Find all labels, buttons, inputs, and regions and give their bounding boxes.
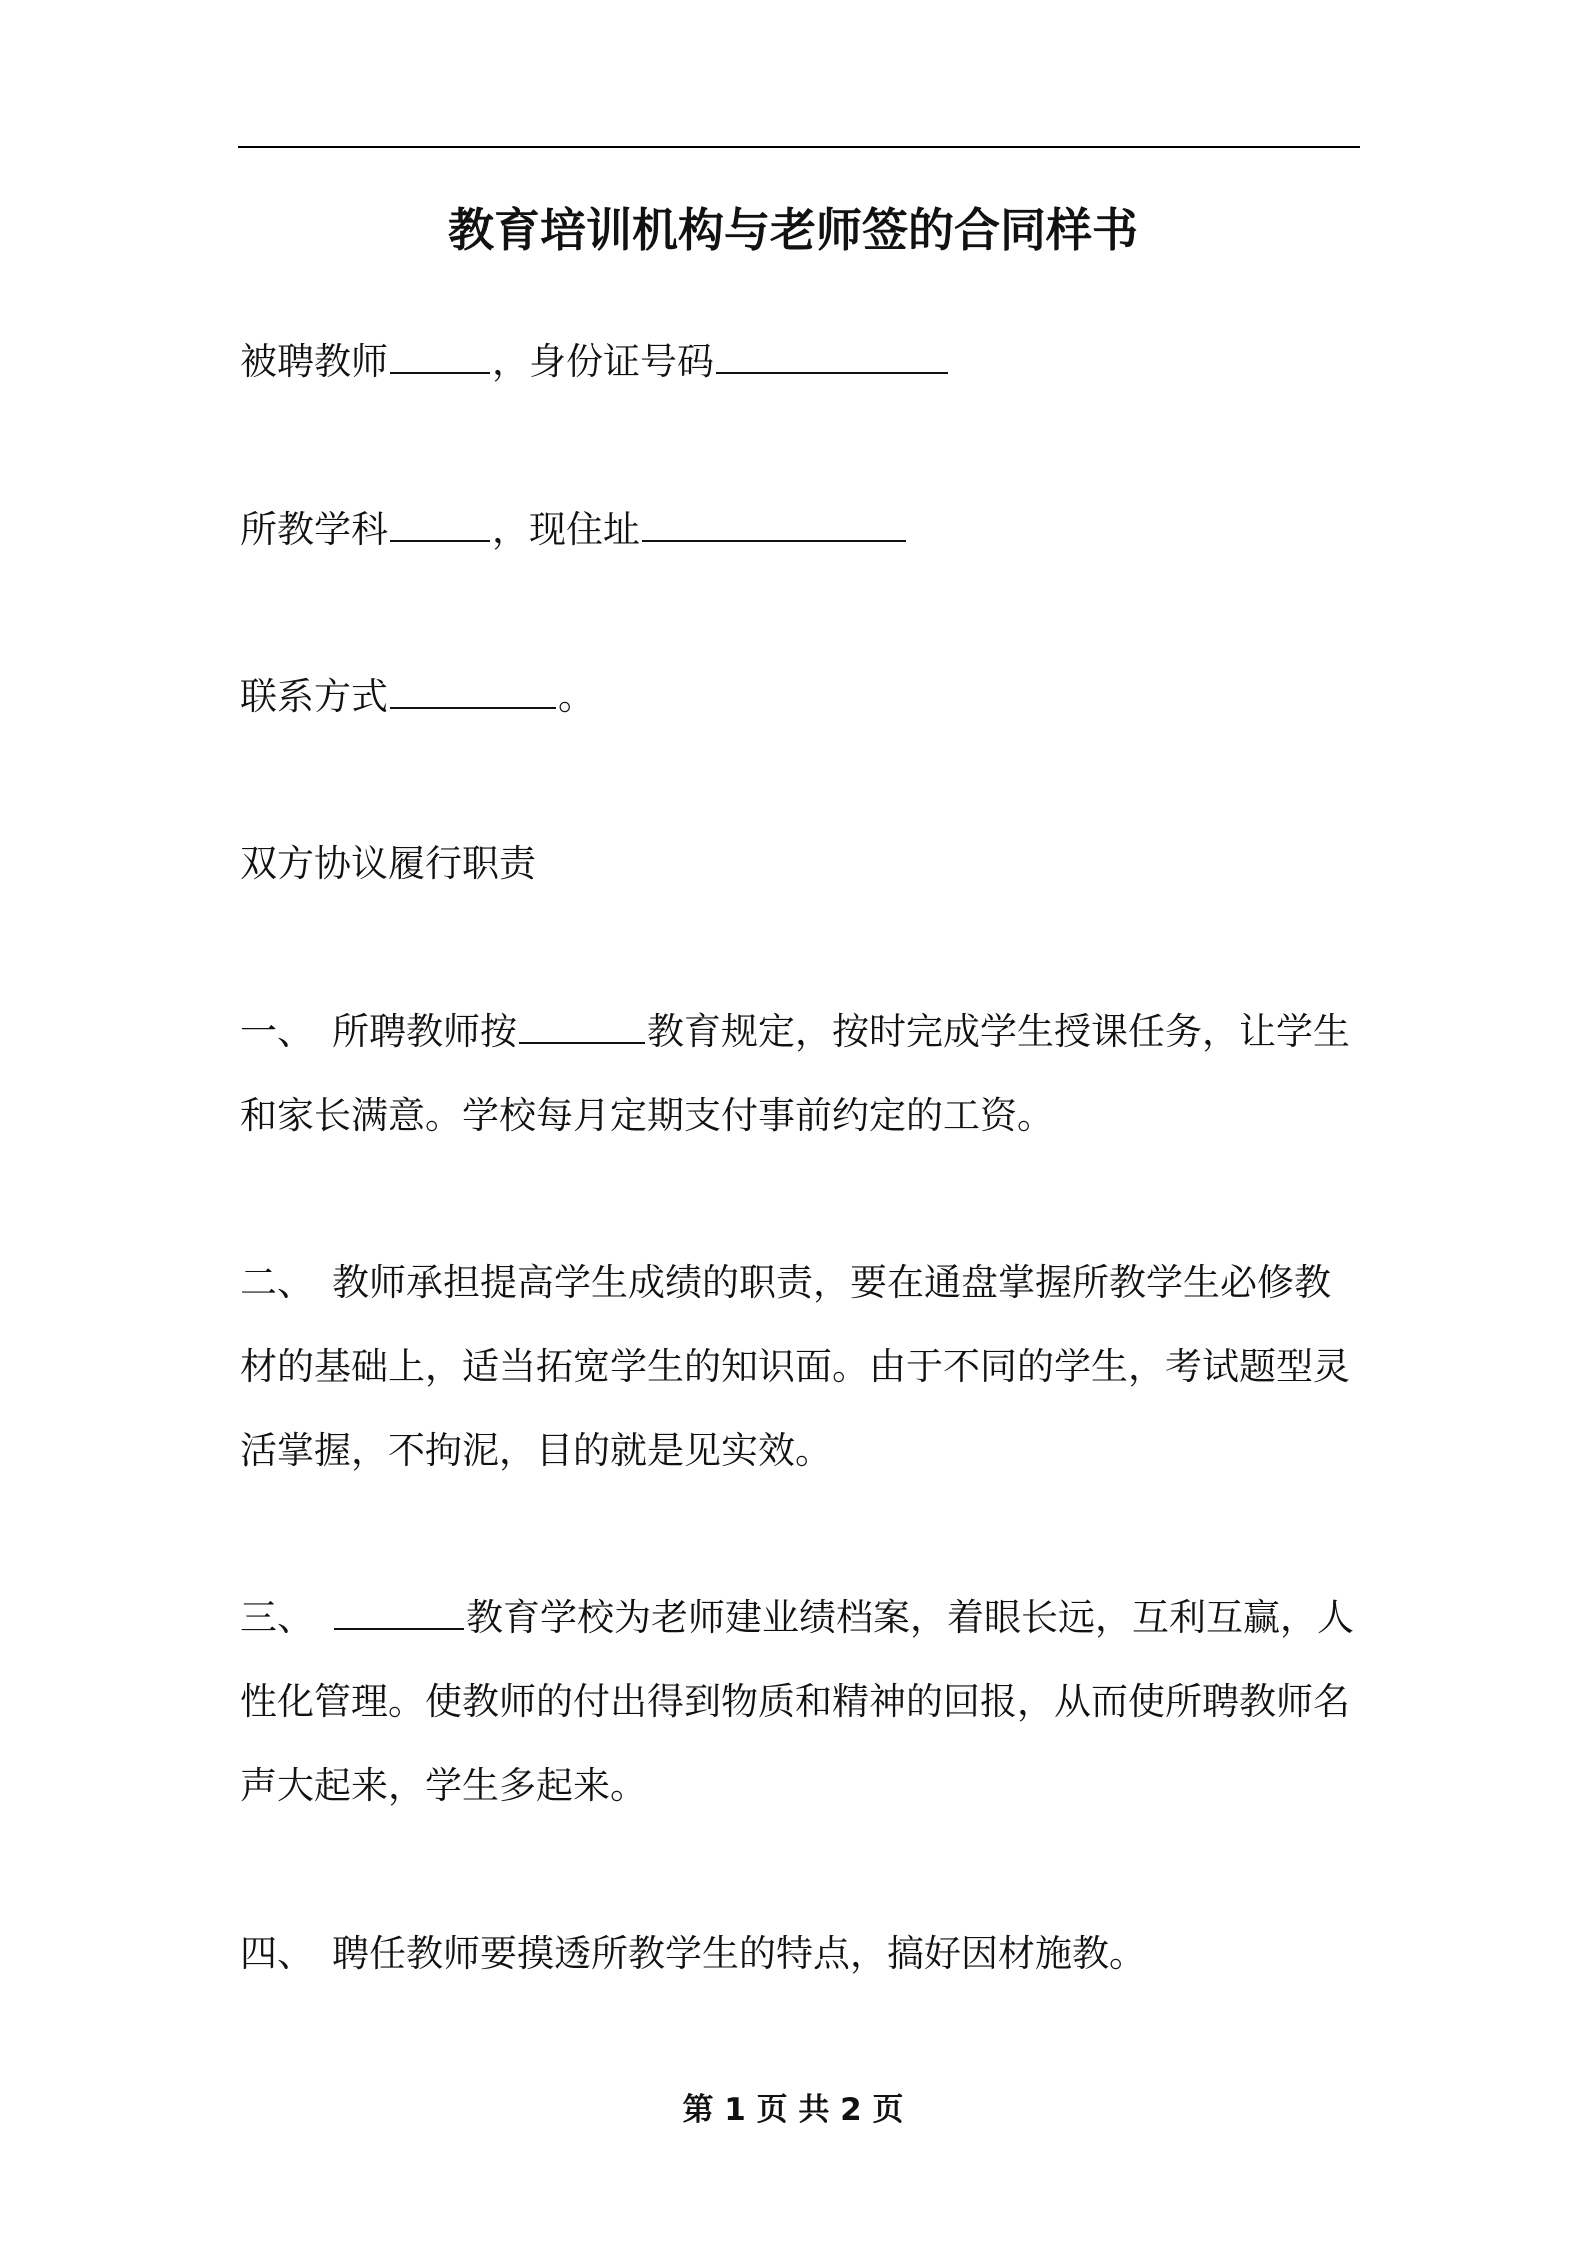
contact-label: 联系方式 <box>240 675 388 718</box>
section-heading: 双方协议履行职责 <box>240 842 536 885</box>
clause-number: 二、 <box>240 1261 314 1304</box>
clause-1 <box>240 990 1356 1158</box>
clause-text: 教育规定，按时完成学生授课任务，让学生和家长满意。学校每月定期支付事前约定的工资。 <box>240 1010 1350 1137</box>
clause-number: 一、 <box>240 1010 314 1053</box>
teacher-name-blank[interactable] <box>390 337 490 374</box>
subject-blank[interactable] <box>390 505 490 542</box>
clause-4 <box>240 1912 1356 1996</box>
address-blank[interactable] <box>642 505 906 542</box>
clause-lead: 所聘教师按 <box>332 1010 517 1053</box>
clause-1-blank[interactable] <box>519 1007 645 1044</box>
subject-address-line <box>240 488 1356 572</box>
document-title: 教育培训机构与老师签的合同样书 <box>448 203 1138 257</box>
teacher-id-line <box>240 320 1356 404</box>
id-number-blank[interactable] <box>716 337 948 374</box>
id-label: ，身份证号码 <box>492 340 714 383</box>
header-rule <box>238 146 1360 148</box>
clause-text: 教育学校为老师建业绩档案，着眼长远，互利互赢，人性化管理。使教师的付出得到物质和精神的回报，从而使所聘教师名声大起来，学生多起来。 <box>240 1596 1354 1807</box>
contact-line <box>240 655 1356 739</box>
contact-end: 。 <box>558 675 595 718</box>
page-indicator: 第 1 页 共 2 页 <box>682 2092 904 2128</box>
clause-text: 聘任教师要摸透所教学生的特点，搞好因材施教。 <box>332 1932 1146 1975</box>
clause-2 <box>240 1241 1356 1493</box>
clause-3-blank[interactable] <box>334 1593 464 1630</box>
clause-3 <box>240 1576 1356 1828</box>
contact-blank[interactable] <box>390 672 556 709</box>
clause-text: 教师承担提高学生成绩的职责，要在通盘掌握所教学生必修教材的基础上，适当拓宽学生的知识面。由于不同的学生，考试题型灵活掌握，不拘泥，目的就是见实效。 <box>240 1261 1350 1472</box>
clause-number: 三、 <box>240 1596 314 1639</box>
teacher-label: 被聘教师 <box>240 340 388 383</box>
clause-number: 四、 <box>240 1932 314 1975</box>
subject-label: 所教学科 <box>240 508 388 551</box>
address-label: ，现住址 <box>492 508 640 551</box>
